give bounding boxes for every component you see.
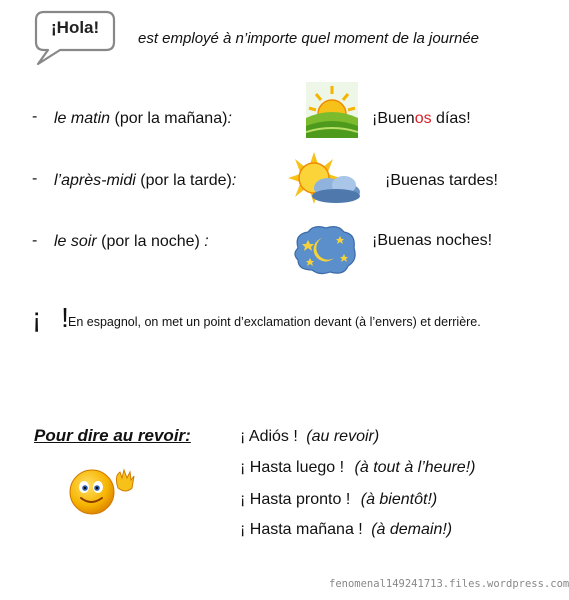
- time-soir: [54, 233, 209, 251]
- french-translation: (à demain!): [371, 521, 453, 538]
- time-matin: [54, 110, 232, 128]
- bullet-dash: -: [32, 232, 38, 249]
- french-translation: (à bientôt!): [360, 491, 438, 508]
- sunrise-icon: [306, 82, 358, 138]
- bullet-dash: -: [32, 108, 38, 125]
- source-credit: fenomenal149241713.files.wordpress.com: [329, 578, 569, 590]
- bubble-text: ¡Hola!: [51, 18, 100, 37]
- french-translation: (à tout à l’heure!): [354, 459, 476, 476]
- time-apres-midi: [54, 172, 236, 190]
- spanish-phrase: ¡ Hasta pronto !: [240, 491, 351, 508]
- exclamation-marks: ¡ !: [32, 302, 75, 333]
- french-translation: (au revoir): [306, 428, 380, 445]
- colon: :: [199, 233, 209, 250]
- french-term: le soir: [54, 233, 97, 250]
- phrase-hasta-manana: [240, 521, 452, 539]
- colon: :: [227, 110, 232, 127]
- greeting-buenas-tardes: ¡Buenas tardes!: [385, 172, 498, 189]
- colon: :: [231, 172, 237, 189]
- phrase-adios: [240, 428, 379, 446]
- sun-cloud-icon: [284, 152, 364, 210]
- goodbye-title: Pour dire au revoir:: [34, 426, 191, 445]
- intro-text: est employé à n’importe quel moment de la journée: [138, 30, 480, 47]
- bullet-dash: -: [32, 170, 38, 187]
- exclamation-note: En espagnol, on met un point d’exclamation devant (à l’envers) et derrière.: [68, 315, 481, 329]
- phrase-hasta-luego: [240, 459, 475, 477]
- french-term: l’après-midi: [54, 172, 136, 189]
- greeting-buenos-dias: [372, 110, 471, 128]
- spanish-term: (por la noche): [101, 233, 200, 250]
- spanish-term: (por la mañana): [114, 110, 228, 127]
- greeting-highlight: os: [414, 110, 432, 127]
- greeting-buenas-noches: ¡Buenas noches!: [372, 232, 493, 249]
- spanish-phrase: ¡ Adiós !: [240, 428, 298, 445]
- spanish-phrase: ¡ Hasta luego !: [240, 459, 345, 476]
- spanish-phrase: ¡ Hasta mañana !: [240, 521, 363, 538]
- moon-stars-icon: [292, 224, 358, 276]
- greeting-part: días!: [431, 110, 471, 127]
- greeting-part: ¡Buen: [372, 110, 415, 127]
- spanish-term: (por la tarde): [140, 172, 232, 189]
- phrase-hasta-pronto: [240, 491, 437, 509]
- waving-smiley-icon: [68, 466, 138, 516]
- french-term: le matin: [54, 110, 111, 127]
